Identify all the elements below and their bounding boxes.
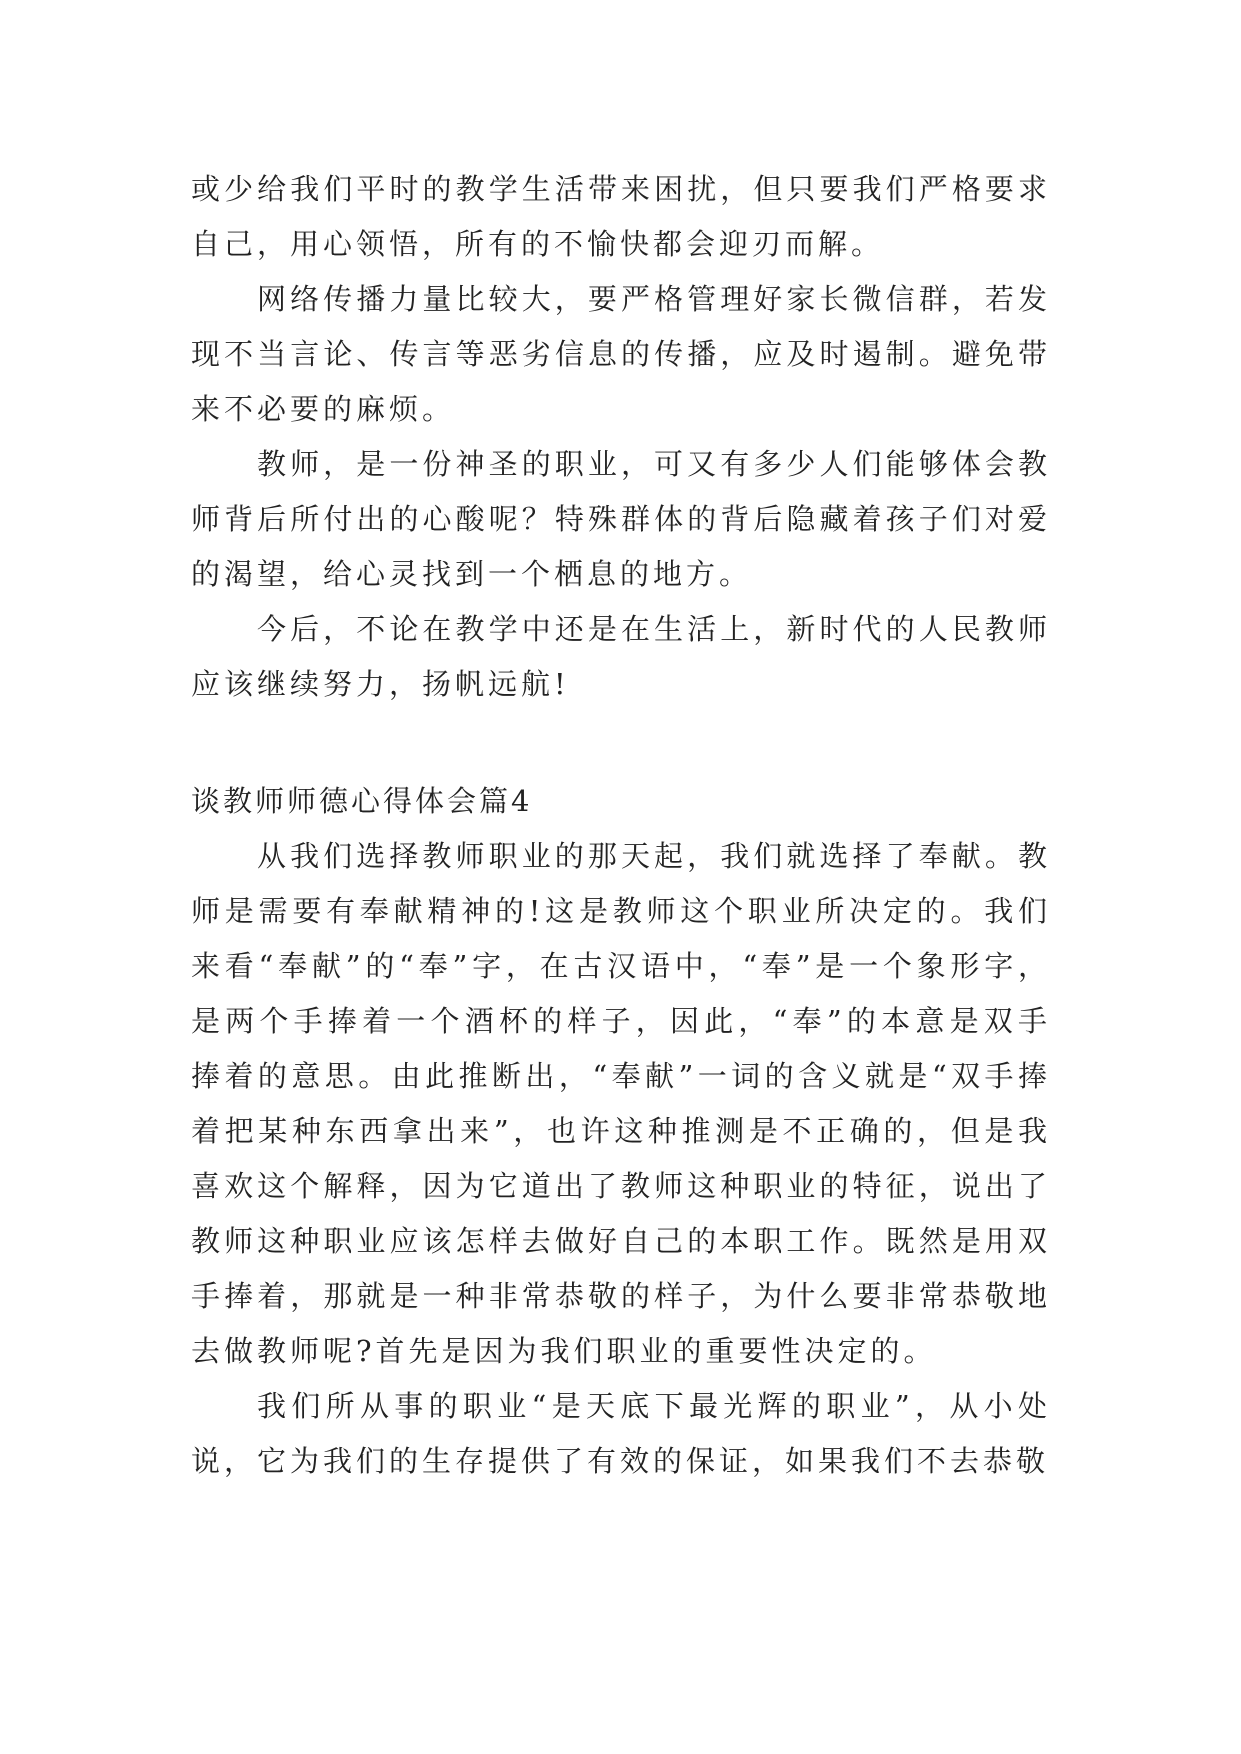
paragraph-4: 今后，不论在教学中还是在生活上，新时代的人民教师应该继续努力，扬帆远航! bbox=[191, 612, 1051, 701]
paragraph-6: 我们所从事的职业“是天底下最光辉的职业”，从小处说，它为我们的生存提供了有效的保证，如果我们不去恭敬 bbox=[191, 1389, 1051, 1478]
paragraph-2: 网络传播力量比较大，要严格管理好家长微信群，若发现不当言论、传言等恶劣信息的传播，应及时遏制。避免带来不必要的麻烦。 bbox=[191, 282, 1051, 426]
section-heading: 谈教师师德心得体会篇4 bbox=[191, 784, 533, 818]
paragraph-1: 或少给我们平时的教学生活带来困扰，但只要我们严格要求自己，用心领悟，所有的不愉快都会迎刃而解。 bbox=[191, 172, 1051, 261]
document-page bbox=[191, 162, 1051, 1489]
paragraph-3: 教师，是一份神圣的职业，可又有多少人们能够体会教师背后所付出的心酸呢？特殊群体的背后隐藏着孩子们对爱的渴望，给心灵找到一个栖息的地方。 bbox=[191, 447, 1051, 591]
paragraph-5: 从我们选择教师职业的那天起，我们就选择了奉献。教师是需要有奉献精神的!这是教师这个职业所决定的。我们来看“奉献”的“奉”字，在古汉语中，“奉”是一个象形字，是两个手捧着一个酒杯的样子，因此，“奉”的本意是双手捧着的意思。由此推断出，“奉献”一词的含义就是“双手捧着把某种东西拿出来”，也许这种推测是不正确的，但是我喜欢这个解释，因为它道出了教师这种职业的特征，说出了教师这种职业应该怎样去做好自己的本职工作。既然是用双手捧着，那就是一种非常恭敬的样子，为什么要非常恭敬地去做教师呢?首先是因为我们职业的重要性决定的。 bbox=[191, 839, 1051, 1368]
